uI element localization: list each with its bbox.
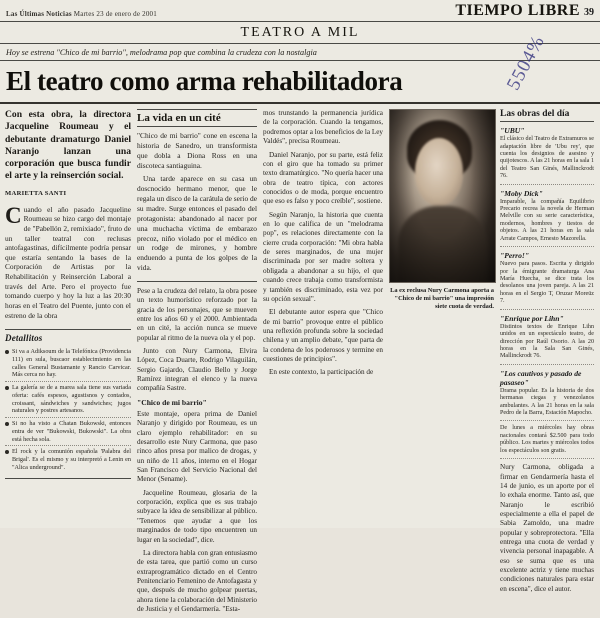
body-paragraph: En este contexto, la participación de: [269, 368, 374, 377]
obra-text: Drama popular. Es la historia de dos hermanas ciegas y venezolanos ambulantes. A las 21 horas en la sala Pedro de la Barra, Estación Mapocho.: [500, 387, 594, 417]
obra-text: De lunes a miércoles hay obras nacionales contará $2.500 para todo público. Los martes y miércoles todos los espectáculos son gratis.: [500, 425, 594, 454]
obra-text: Nuevo para pasos. Escrita y dirigido por la émigrante dramaturga Ana María Huecha, se dice trata los desolanos una joven pareja. A las 21 horas en el Sergio T, Oruzar Moreüz 7.: [500, 261, 594, 305]
detallitos-text: Si va a Adiksoum de la Telefónica (Providencia 111) en sula, buscaor establecimiento en las calles General Bustamante y Rancio Carvicar. Más cerca no hay.: [12, 348, 131, 379]
list-item: [500, 425, 594, 459]
obra-text: Distintos textos de Enrique Lihn unidos en un espectáculo teatro, de dirección por Raúl Osorio. A las 20 horas en la Sala San Ginés, Mallinckrodt 76.: [500, 323, 594, 360]
obra-text: Imparable, la compañía Equilibrio Precario recrea la novela de Herman Melville con su serie característica, modernos, hombres y tiestos de objetos. A las 21 horas en la sala Arrate Campos, Ernesto Mazorella.: [500, 198, 594, 242]
bullet-icon: [5, 386, 9, 390]
body-paragraph: Este montaje, opera prima de Daniel Naranjo y dirigido por Roumeau, es un claro ejemplo rehabilitador: en su desarrollo este Nury Carmona, que paso rinco años presa por malico de drogas, y un niño de 11 años, interno en el Hogar San Francisco del Servicio Nacional del Menor (Sename).: [137, 409, 257, 484]
bullet-icon: [5, 350, 9, 354]
subheading-vida-en-un-cite: La vida en un cité: [137, 109, 257, 127]
article-kicker: Hoy se estrena "Chico de mi barrio", melodrama pop que combina la crudeza con la nostalgia: [0, 44, 600, 61]
body-paragraph: Jacqueline Roumeau, glosaria de la corporación, explica que es sus trabajo subyace la idea de sensibilizar al público. "Tenemos que ayudar a que los marginados de todo tipo encuentren un lugar en la sociedad", dice.: [137, 488, 257, 544]
masthead-left: [6, 10, 157, 19]
column-photo: [389, 109, 494, 618]
obra-title: "UBU": [500, 126, 525, 136]
section-heading: TEATRO A MIL: [0, 22, 600, 44]
detallitos-box: [5, 329, 131, 479]
photo-caption: La ex reclusa Nury Carmona aporta a "Chico de mi barrio" una impresión siete cuota de verdad.: [390, 287, 494, 310]
column-obras: [500, 109, 594, 618]
lead-paragraph: Cuando el año pasado Jacqueline Roumeau se hizo cargo del montaje de "Pabellón 2, remixiado", fruto de un taller teatral con reclusas antofagastinas, difícilmente podría pensar que estaría sentando la bases de la Corporación de Artistas por la Rehabilitación y Reinserción Laboral a través del Arte. Pero el proyecto fue tomando cuerpo y hoy la luz a las 20:30 horas en el Teatro del Puente, junto con el estreno de la obra: [5, 202, 131, 320]
obra-title: "Los cautivos y pasado de pasaseo": [500, 368, 582, 387]
list-item: [5, 346, 131, 381]
column-three: [263, 109, 383, 618]
obra-title: "Moby Dick": [500, 188, 543, 198]
body-paragraph: Según Naranjo, la historia que cuenta en lo que califica de un "melodrama pop", es relaciones directamente con la cierre cruda corporación: "Mi obra habla de seres marginados, de una mujer discriminada por ser madre soltera y obligada a abandonar a su hijo, el que cuando crece trabaja como transformista y también es discriminado, esta vez por su opción sexual".: [263, 210, 383, 303]
page-number: 39: [584, 7, 594, 18]
list-item: [5, 445, 131, 473]
obras-heading: Las obras del día: [500, 109, 594, 122]
detallitos-title: Detallitos: [5, 333, 43, 344]
list-item: [500, 251, 594, 310]
list-item: [5, 417, 131, 445]
detallitos-text: La galería se de a marea sala tiene sus variada oferta: cafés espesos, agustisnos y contados, croissant, sándwiches y sandwiches; jugos naturales y postres artesanos.: [12, 384, 131, 415]
body-paragraph: Nury Carmona, obligada a firmar en Gendarmería hasta el 14 de junio, es un aporte por el lo exhala enorme. Tanto así, que Naranjo le escribió especialmente a ella el papel de Sabia Zamoldo, una madre popular y sobreprotectora. "Ella entrega una cuota de verdad y vivencia personal inapagable. A eso se suma que es una excelente actriz y tiene muchas condiciones naturales para estar en escena", dice el autor.: [500, 463, 594, 593]
body-paragraph: Daniel Naranjo, por su parte, está feliz con el giro que ha tomado su primer texto dramatúrgico. "No quería hacer una obra de teatro típica, con actores conocidos o de moda, porque encuentro que eso es falso y poco creíble", sostiene.: [263, 150, 383, 206]
body-paragraph: El debutante autor espera que "Chico de mi barrio" provoque entre el público una reflexión profunda sobre la sociedad chilena y un amplio debate, "que parta de la condena de los poderosos y termine en cuestiones de principios".: [263, 308, 383, 364]
photo-vignette: [390, 110, 495, 282]
body-paragraph: Junto con Nury Carmona, Elvira López, Coca Duarte, Rodrigo Vilaguilán, Sergio Gajardo, Claudio Bello y Jorge Ramírez integran el elenco y la nueva compañía Sastre.: [137, 347, 257, 393]
issue-date: Martes 23 de enero de 2001: [73, 10, 157, 18]
article-body: [0, 104, 600, 618]
obra-title: "Enrique por Lihn": [500, 313, 564, 323]
list-item: [5, 381, 131, 417]
subheading-chico-de-mi-barrio: "Chico de mi barrio": [137, 397, 207, 407]
article-byline: MARIETTA SANTI: [5, 189, 67, 197]
column-lead: [5, 109, 131, 618]
masthead-right: [455, 3, 594, 19]
body-paragraph: La directora habla con gran entusiasmo de esta tarea, que partió como un curso extraprogramático dictado en el Centro Penitenciario Femenino de Antofagasta y que, después de mucho golpear puertas, ahora tiene la colaboración del Ministerio de Justicia y el Gendarmería. "Esta-: [137, 548, 257, 614]
section-brand: TIEMPO LIBRE: [455, 2, 580, 19]
pullquote-paragraph: Una tarde aparece en su casa un doscnocido hermano menor, que le regala un disco de la carátula de serio de su madre. Surge entonces el pasado del protagonista: abandonado al nacer por una muchacha víctima de embarazo precoz, niño violado por el médico en un rodge de mirones, y hombre enduendo a punta de los golpes de la vida.: [137, 174, 257, 273]
article-headline: El teatro como arma rehabilitadora: [0, 61, 600, 104]
list-item: [500, 126, 594, 185]
pullquote-paragraph: "Chico de mi barrio" cone en escena la historia de Sanedro, un transformista que dobla a Diona Ross en una discoteca santiaguina.: [137, 131, 257, 170]
article-photo: [389, 109, 496, 283]
list-item: [500, 369, 594, 422]
body-paragraph: mos trunstando la permanencia jurídica de la corporación. Cuando la tengamos, podremos optar a los beneficios de la Ley Valdés", precisa Roumeau.: [263, 109, 383, 146]
body-paragraph: Pese a la crudeza del relato, la obra posee un texto humorístico reforzado por la gracia de los personajes, que se mueven entre los años 60 y el 2000. Ambientada en un cité, la acción nunca se mueve popular al ritmo de la nueva ola y el pop.: [137, 286, 257, 342]
photo-wrap: [389, 109, 494, 310]
article-lead: Con esta obra, la directora Jacqueline Roumeau y el debutante dramaturgo Daniel Naranjo lanzan una corporación que busca fundir el arte y la reinserción social.: [5, 109, 131, 182]
obra-text: El clásico del Teatro de Extramuros se adaptación libre de 'Ubu rey', que cuenta los designios de asesino y quijotescos. A las 21 horas en la sala 1 del Teatro San Ginés, Mallinckrodt 76.: [500, 136, 594, 180]
pullquote-block: [137, 131, 257, 282]
paper-name: Las Últimas Noticias: [6, 10, 72, 18]
handwritten-annotation: 5504%: [503, 31, 550, 94]
list-item: [500, 189, 594, 248]
detallitos-text: Si no ha visto a Chatan Bukowski, entonces entra de ver "Bukowski, Bukowski". La obra está hecha sola.: [12, 420, 131, 443]
obra-title: "Perro!": [500, 251, 530, 261]
column-two: [137, 109, 257, 618]
bullet-icon: [5, 450, 9, 454]
detallitos-text: El rock y la comunión española 'Palabra del Brigal'. Es el mismo y su interpretó a Lenin en "Alica underground".: [12, 448, 131, 471]
list-item: [500, 314, 594, 365]
bullet-icon: [5, 422, 9, 426]
masthead: [0, 0, 600, 22]
